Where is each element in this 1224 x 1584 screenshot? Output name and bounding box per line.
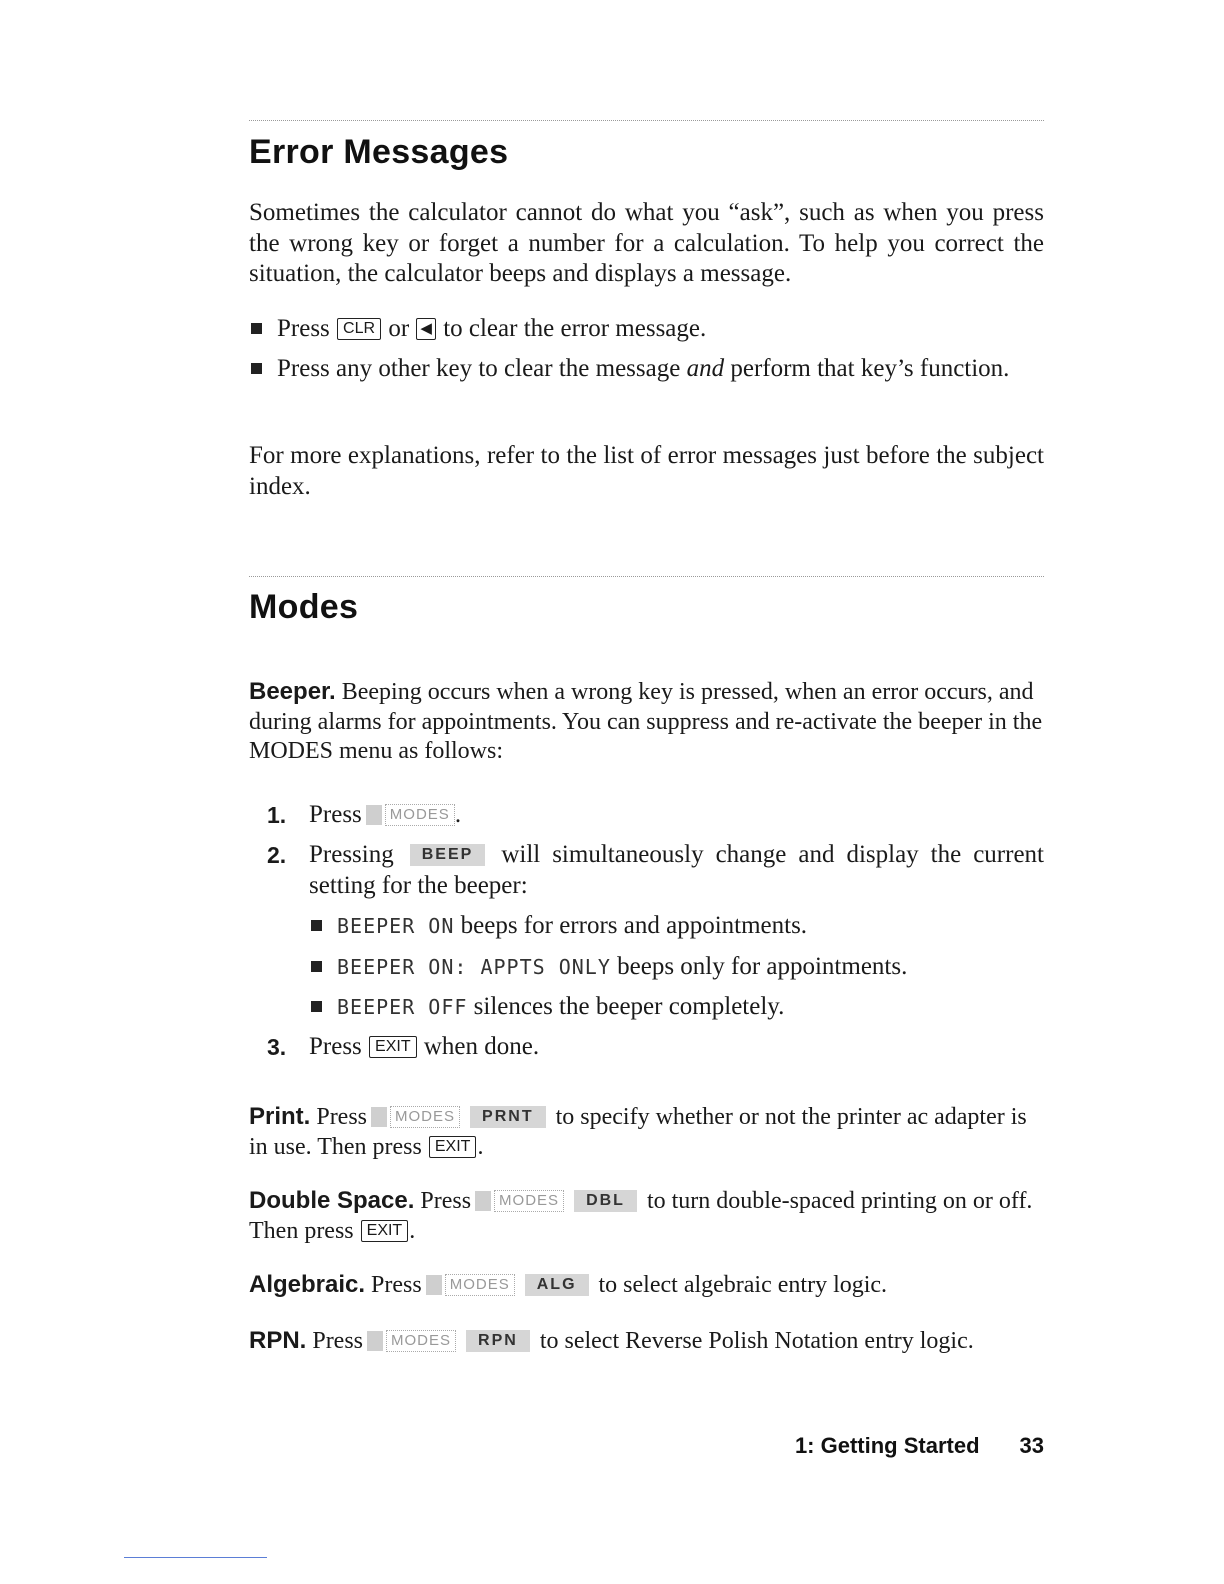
beeper-paragraph: Beeper. Beeping occurs when a wrong key is pressed, when an error occurs, and during alarms for appointments. You can suppress and re-activate the beeper in the MODES menu as follows:: [249, 678, 1043, 764]
error-bullet-1: Press CLR or ◀ to clear the error message.: [249, 314, 1044, 345]
page-number: 33: [1019, 1433, 1044, 1458]
exit-key: EXIT: [361, 1220, 409, 1242]
error-bullet-2: Press any other key to clear the message and perform that key’s function.: [249, 354, 1044, 416]
beeper-option-on: BEEPER ON beeps for errors and appointments.: [309, 911, 1044, 942]
backspace-key-icon: ◀: [416, 318, 436, 340]
modes-heading: Modes: [249, 588, 359, 626]
bullet-square-icon: [311, 920, 322, 931]
shift-key-icon: [371, 1107, 387, 1127]
chapter-title: 1: Getting Started: [794, 1433, 980, 1458]
double-space-label: Double Space.: [249, 1187, 415, 1214]
modes-menu-key: MODES: [385, 804, 455, 826]
step-2: 2. Pressing BEEP will simultaneously change and display the current setting for the beeper:: [267, 841, 1045, 899]
algebraic-paragraph: Algebraic. Press MODES ALG to select algebraic entry logic.: [249, 1271, 888, 1298]
bullet-square-icon: [311, 1001, 322, 1012]
modes-menu-key: MODES: [390, 1106, 460, 1128]
shift-key-icon: [367, 1331, 383, 1351]
section-divider: [249, 576, 1044, 577]
modes-menu-key: MODES: [386, 1330, 456, 1352]
alg-softkey: ALG: [525, 1274, 589, 1296]
shift-key-icon: [426, 1275, 442, 1295]
step-1: 1. Press MODES .: [267, 801, 462, 828]
beeper-option-appts: BEEPER ON: APPTS ONLY beeps only for appointments.: [309, 952, 1044, 983]
algebraic-label: Algebraic.: [249, 1271, 366, 1298]
bullet-square-icon: [311, 961, 322, 972]
modes-menu-key: MODES: [494, 1190, 564, 1212]
print-label: Print.: [249, 1103, 311, 1130]
beep-softkey: BEEP: [410, 844, 486, 866]
shift-key-icon: [475, 1191, 491, 1211]
double-space-paragraph: Double Space. Press MODES DBL to turn double-spaced printing on or off. Then press EXIT .: [249, 1187, 1033, 1244]
modes-menu-key: MODES: [445, 1274, 515, 1296]
beeper-label: Beeper.: [249, 678, 336, 705]
page-footer: [795, 1433, 1044, 1459]
bullet-square-icon: [251, 363, 262, 374]
print-paragraph: Print. Press MODES PRNT to specify whether or not the printer ac adapter is in use. Then press EXIT .: [249, 1103, 1027, 1160]
error-outro-paragraph: For more explanations, refer to the list of error messages just before the subject index.: [249, 442, 1044, 500]
error-messages-heading: Error Messages: [249, 133, 509, 171]
exit-key: EXIT: [369, 1036, 417, 1058]
footnote-rule: [124, 1557, 267, 1558]
dbl-softkey: DBL: [574, 1190, 637, 1212]
clr-key: CLR: [337, 318, 381, 340]
rpn-paragraph: RPN. Press MODES RPN to select Reverse Polish Notation entry logic.: [249, 1327, 974, 1354]
error-intro-paragraph: Sometimes the calculator cannot do what you “ask”, such as when you press the wrong key or forget a number for a calculation. To help you correct the situation, the calculator beeps and displays a message.: [249, 199, 1044, 287]
prnt-softkey: PRNT: [470, 1106, 546, 1128]
rpn-softkey: RPN: [466, 1330, 530, 1352]
beeper-option-off: BEEPER OFF silences the beeper completely.: [309, 992, 1044, 1023]
exit-key: EXIT: [429, 1136, 477, 1158]
step-3: 3. Press EXIT when done.: [267, 1033, 540, 1060]
bullet-square-icon: [251, 323, 262, 334]
rpn-label: RPN.: [249, 1327, 307, 1354]
shift-key-icon: [366, 805, 382, 825]
section-divider: [249, 120, 1044, 121]
